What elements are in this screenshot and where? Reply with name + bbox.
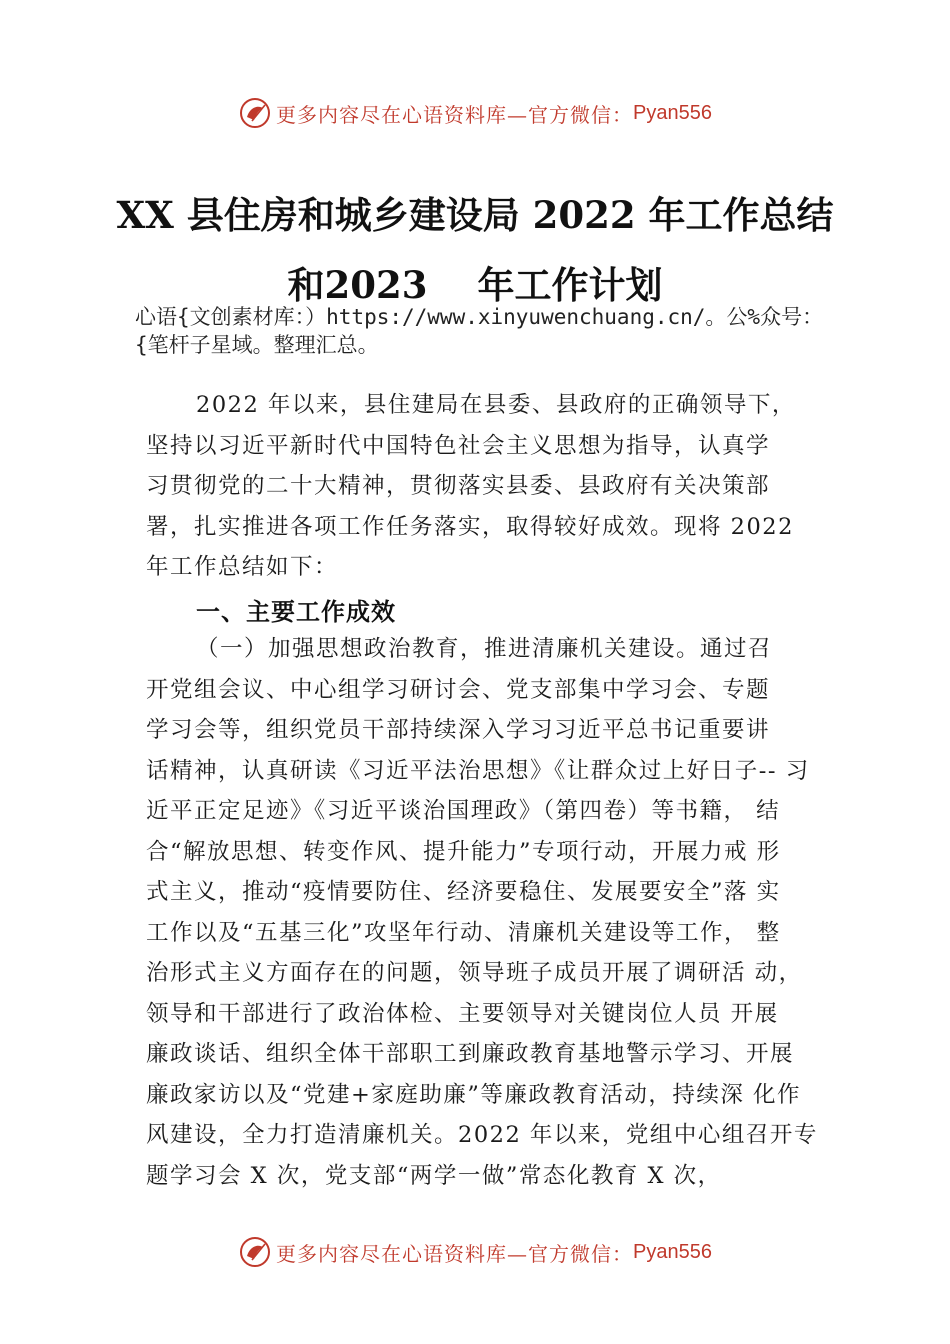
text-line: 式主义，推动“疫情要防住、经济要稳住、发展要安全”落 实: [146, 879, 781, 905]
text-line: 习贯彻党的二十大精神，贯彻落实县委、县政府有关决策部: [146, 473, 771, 499]
document-title-line-1: XX 县住房和城乡建设局 2022 年工作总结: [116, 193, 834, 237]
document-title-line-2: [0, 255, 950, 309]
footer-watermark: [0, 1232, 950, 1272]
brand-logo-icon: [238, 1235, 272, 1269]
watermark-label: 更多内容尽在心语资料库—官方微信：: [276, 102, 634, 127]
header-watermark: [0, 93, 950, 133]
brand-logo-icon: [238, 96, 272, 130]
source-note: 心语{文创素材库：）https://www.xinyuwenchuang.cn/。公%众号：{笔杆子星域。整理汇总。: [135, 305, 824, 357]
text-line: 领导和干部进行了政治体检、主要领导对关键岗位人员 开展: [146, 1000, 779, 1027]
title-line-2-part-b: 年工作计划: [477, 263, 663, 307]
section-heading: 一、主要工作成效: [196, 598, 396, 626]
text-line: 题学习会 X 次，党支部“两学一做”常态化教育 X 次，: [146, 1162, 722, 1189]
text-line: 廉政谈话、组织全体干部职工到廉政教育基地警示学习、开展: [146, 1041, 795, 1067]
text-line: 近平正定足迹》《习近平谈治国理政》（第四卷）等书籍， 结: [146, 798, 781, 824]
text-line: 工作以及“五基三化”攻坚年行动、清廉机关建设等工作， 整: [146, 919, 781, 946]
text-line: 学习会等，组织党员干部持续深入学习习近平总书记重要讲: [146, 717, 771, 743]
text-line: 开党组会议、中心组学习研讨会、党支部集中学习会、专题: [146, 676, 771, 703]
watermark-wechat-id: Pyan556: [633, 101, 712, 124]
text-line: 坚持以习近平新时代中国特色社会主义思想为指导，认真学: [146, 432, 771, 459]
watermark-wechat-id: Pyan556: [633, 1240, 712, 1263]
text-line: 风建设，全力打造清廉机关。2022 年以来，党组中心组召开专: [146, 1122, 818, 1148]
text-line: 治形式主义方面存在的问题，领导班子成员开展了调研活 动，: [146, 960, 803, 986]
text-line: 2022 年以来，县住建局在县委、县政府的正确领导下，: [196, 392, 796, 418]
watermark-label: 更多内容尽在心语资料库—官方微信：: [276, 1241, 634, 1266]
text-line: 年工作总结如下：: [146, 554, 339, 580]
text-line: 廉政家访以及“党建+家庭助廉”等廉政教育活动，持续深 化作: [146, 1081, 802, 1108]
title-line-2-part-a: 和2023: [287, 263, 428, 307]
text-line: 话精神，认真研读《习近平法治思想》《让群众过上好日子-- 习: [146, 757, 810, 784]
text-line: 署，扎实推进各项工作任务落实，取得较好成效。现将 2022: [146, 513, 794, 540]
text-line: 合“解放思想、转变作风、提升能力”专项行动，开展力戒 形: [146, 838, 781, 865]
text-line: （一）加强思想政治教育，推进清廉机关建设。通过召: [196, 636, 773, 662]
